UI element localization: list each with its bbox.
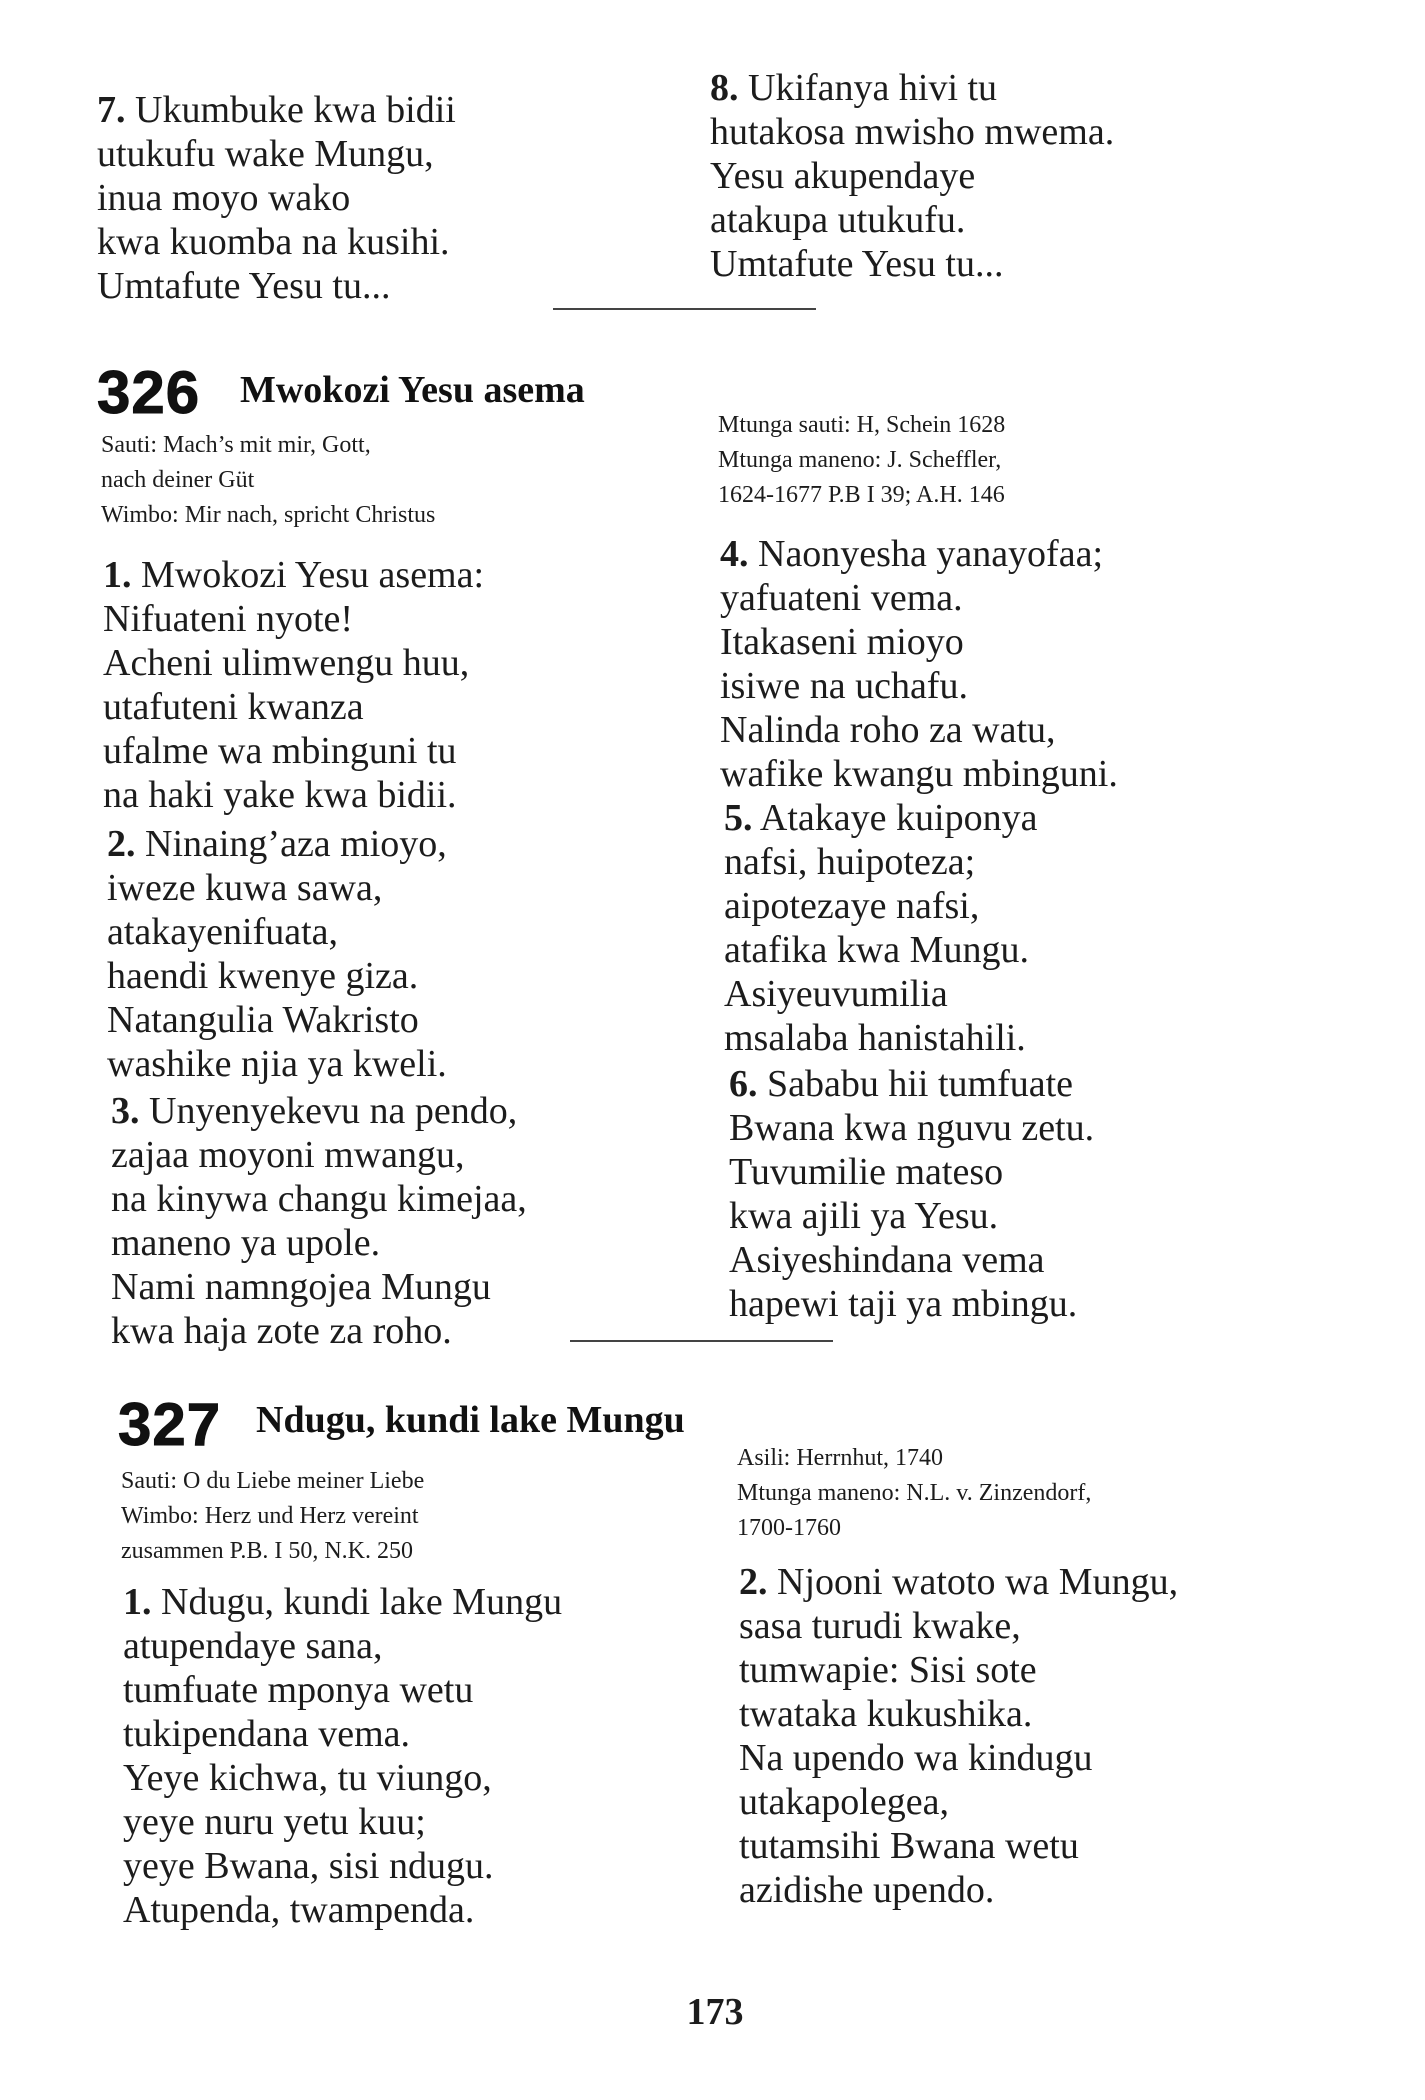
verse-number: 6. bbox=[729, 1063, 758, 1105]
verse-line: Nami namngojea Mungu bbox=[111, 1266, 491, 1308]
verse-number: 1. bbox=[123, 1581, 152, 1623]
verse-line: Naonyesha yanayofaa; bbox=[758, 533, 1104, 575]
meta-line: Mtunga sauti: H, Schein 1628 bbox=[718, 412, 1006, 438]
verse-line: Ndugu, kundi lake Mungu bbox=[161, 1581, 563, 1623]
verse-number: 4. bbox=[720, 533, 749, 575]
hymn-326-verse-3 bbox=[111, 1089, 527, 1353]
hymn-title: Mwokozi Yesu asema bbox=[240, 369, 585, 411]
verse-line: atupendaye sana, bbox=[123, 1625, 383, 1667]
hymn-number: 327 bbox=[118, 1391, 222, 1458]
verse-line: yafuateni vema. bbox=[720, 577, 963, 619]
meta-line: Sauti: Mach’s mit mir, Gott, bbox=[101, 432, 371, 458]
hymn-326-verse-2 bbox=[107, 822, 447, 1086]
verse-number: 7. bbox=[97, 89, 126, 131]
verse-line: Na upendo wa kindugu bbox=[739, 1737, 1093, 1779]
verse-line: aipotezaye nafsi, bbox=[724, 885, 980, 927]
verse-line: wafike kwangu mbinguni. bbox=[720, 753, 1118, 795]
verse-line: tumwapie: Sisi sote bbox=[739, 1649, 1037, 1691]
verse-number: 1. bbox=[103, 554, 132, 596]
verse-line: Atakaye kuiponya bbox=[759, 797, 1038, 839]
hymn-meta-right bbox=[718, 408, 1005, 513]
verse-line: tukipendana vema. bbox=[123, 1713, 411, 1755]
verse-line: atafika kwa Mungu. bbox=[724, 929, 1029, 971]
verse-line: twataka kukushika. bbox=[739, 1693, 1033, 1735]
verse-line: atakupa utukufu. bbox=[710, 199, 966, 241]
verse-line: Nifuateni nyote! bbox=[103, 598, 354, 640]
meta-line: nach deiner Güt bbox=[101, 467, 255, 493]
verse-line: Asiyeuvumilia bbox=[724, 973, 948, 1015]
hymn-326-verse-1 bbox=[103, 553, 484, 817]
verse-line: Acheni ulimwengu huu, bbox=[103, 642, 470, 684]
verse-line: utafuteni kwanza bbox=[103, 686, 364, 728]
verse-line: haendi kwenye giza. bbox=[107, 955, 419, 997]
meta-line: 1700-1760 bbox=[737, 1515, 841, 1541]
verse-line: Umtafute Yesu tu... bbox=[97, 265, 391, 307]
meta-line: Asili: Herrnhut, 1740 bbox=[737, 1445, 943, 1471]
verse-line: zajaa moyoni mwangu, bbox=[111, 1134, 465, 1176]
verse-line: hapewi taji ya mbingu. bbox=[729, 1283, 1078, 1325]
meta-line: Wimbo: Herz und Herz vereint bbox=[121, 1503, 419, 1529]
hymn-title: Ndugu, kundi lake Mungu bbox=[256, 1399, 685, 1441]
section-divider bbox=[553, 308, 816, 310]
hymn-meta-left bbox=[121, 1464, 424, 1569]
hymn-number: 326 bbox=[97, 359, 201, 426]
meta-line: Wimbo: Mir nach, spricht Christus bbox=[101, 502, 436, 528]
hymn-meta-right bbox=[737, 1441, 1091, 1546]
meta-line: zusammen P.B. I 50, N.K. 250 bbox=[121, 1538, 413, 1564]
verse-line: maneno ya upole. bbox=[111, 1222, 381, 1264]
verse-line: Yesu akupendaye bbox=[710, 155, 976, 197]
hymn-326-verse-4 bbox=[720, 532, 1118, 796]
verse-line: na haki yake kwa bidii. bbox=[103, 774, 457, 816]
section-divider bbox=[570, 1340, 833, 1342]
verse-line: nafsi, huipoteza; bbox=[724, 841, 976, 883]
meta-line: Sauti: O du Liebe meiner Liebe bbox=[121, 1468, 425, 1494]
verse-line: inua moyo wako bbox=[97, 177, 351, 219]
prev-hymn-verse-8 bbox=[710, 66, 1114, 286]
verse-line: isiwe na uchafu. bbox=[720, 665, 968, 707]
verse-number: 5. bbox=[724, 797, 753, 839]
verse-line: ufalme wa mbinguni tu bbox=[103, 730, 457, 772]
meta-line: Mtunga maneno: N.L. v. Zinzendorf, bbox=[737, 1480, 1092, 1506]
verse-line: Itakaseni mioyo bbox=[720, 621, 964, 663]
prev-hymn-verse-7 bbox=[97, 88, 456, 308]
verse-line: Njooni watoto wa Mungu, bbox=[777, 1561, 1179, 1603]
verse-line: Unyenyekevu na pendo, bbox=[149, 1090, 518, 1132]
hymn-326-verse-5 bbox=[724, 796, 1037, 1060]
verse-number: 3. bbox=[111, 1090, 140, 1132]
page-number: 173 bbox=[686, 1991, 744, 2033]
verse-number: 8. bbox=[710, 67, 739, 109]
verse-line: Ukumbuke kwa bidii bbox=[135, 89, 456, 131]
verse-line: kwa haja zote za roho. bbox=[111, 1310, 452, 1352]
verse-line: Ukifanya hivi tu bbox=[748, 67, 998, 109]
verse-line: Asiyeshindana vema bbox=[729, 1239, 1045, 1281]
verse-line: washike njia ya kweli. bbox=[107, 1043, 447, 1085]
verse-line: Yeye kichwa, tu viungo, bbox=[123, 1757, 492, 1799]
verse-line: kwa kuomba na kusihi. bbox=[97, 221, 450, 263]
verse-line: na kinywa changu kimejaa, bbox=[111, 1178, 527, 1220]
verse-number: 2. bbox=[739, 1561, 768, 1603]
verse-line: Nalinda roho za watu, bbox=[720, 709, 1056, 751]
verse-line: utukufu wake Mungu, bbox=[97, 133, 434, 175]
hymn-meta-left bbox=[101, 428, 435, 533]
verse-line: atakayenifuata, bbox=[107, 911, 339, 953]
hymn-327-verse-2 bbox=[739, 1560, 1178, 1912]
verse-line: sasa turudi kwake, bbox=[739, 1605, 1021, 1647]
verse-line: tumfuate mponya wetu bbox=[123, 1669, 474, 1711]
verse-line: utakapolegea, bbox=[739, 1781, 949, 1823]
verse-line: hutakosa mwisho mwema. bbox=[710, 111, 1115, 153]
verse-line: Bwana kwa nguvu zetu. bbox=[729, 1107, 1095, 1149]
verse-line: Natangulia Wakristo bbox=[107, 999, 419, 1041]
verse-line: Atupenda, twampenda. bbox=[123, 1889, 475, 1931]
verse-line: Ninaing’aza mioyo, bbox=[145, 823, 447, 865]
verse-line: yeye Bwana, sisi ndugu. bbox=[123, 1845, 494, 1887]
verse-number: 2. bbox=[107, 823, 136, 865]
verse-line: Umtafute Yesu tu... bbox=[710, 243, 1004, 285]
verse-line: tutamsihi Bwana wetu bbox=[739, 1825, 1079, 1867]
meta-line: 1624-1677 P.B I 39; A.H. 146 bbox=[718, 482, 1005, 508]
verse-line: msalaba hanistahili. bbox=[724, 1017, 1026, 1059]
verse-line: iweze kuwa sawa, bbox=[107, 867, 383, 909]
meta-line: Mtunga maneno: J. Scheffler, bbox=[718, 447, 1002, 473]
verse-line: Tuvumilie mateso bbox=[729, 1151, 1004, 1193]
verse-line: Mwokozi Yesu asema: bbox=[141, 554, 485, 596]
hymn-327-verse-1 bbox=[123, 1580, 562, 1932]
verse-line: Sababu hii tumfuate bbox=[767, 1063, 1074, 1105]
verse-line: azidishe upendo. bbox=[739, 1869, 995, 1911]
verse-line: kwa ajili ya Yesu. bbox=[729, 1195, 999, 1237]
hymn-326-verse-6 bbox=[729, 1062, 1094, 1326]
verse-line: yeye nuru yetu kuu; bbox=[123, 1801, 426, 1843]
